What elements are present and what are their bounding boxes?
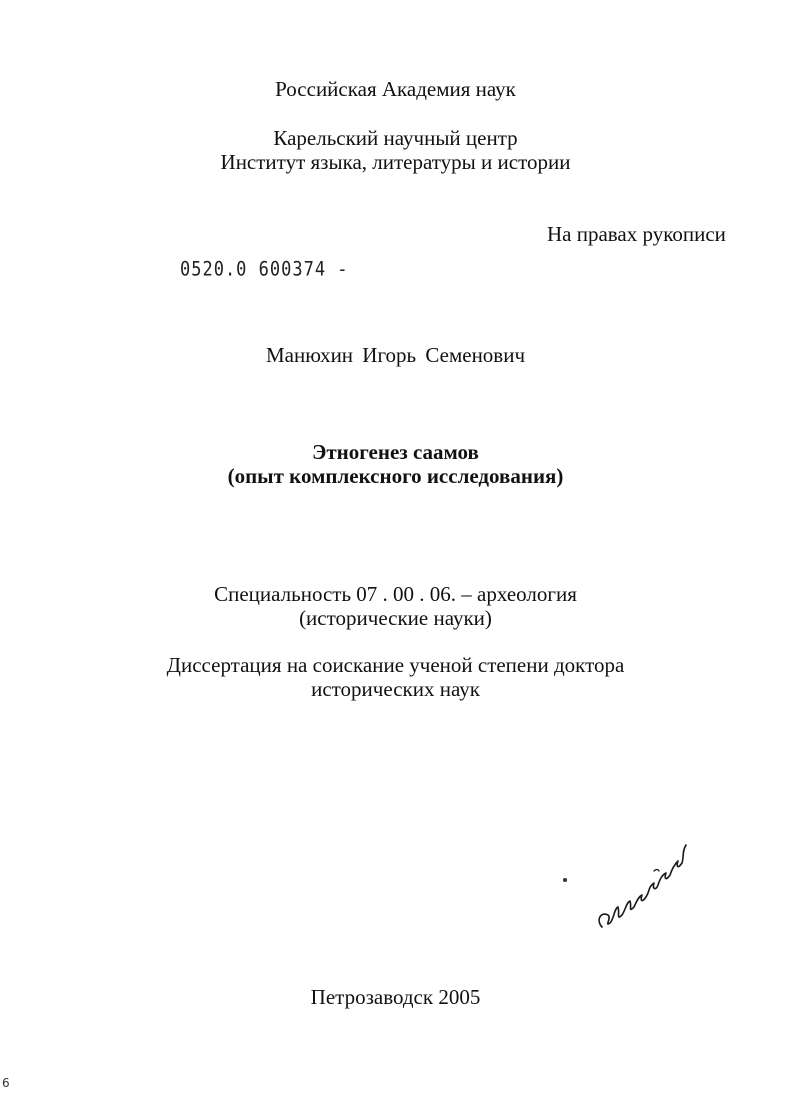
place-and-year: Петрозаводск 2005 <box>310 985 481 1009</box>
dissertation-subtitle: (опыт комплексного исследования) <box>227 464 564 488</box>
manuscript-rights-note: На правах рукописи <box>547 222 726 246</box>
ink-dot <box>563 878 567 882</box>
specialty-field: (исторические науки) <box>299 606 492 630</box>
catalog-number-stamp: 0520.0 600374 - <box>180 258 349 281</box>
author-name: Манюхин Игорь Семенович <box>265 343 526 367</box>
handwritten-signature <box>592 835 687 935</box>
dissertation-title: Этногенез саамов <box>312 440 479 464</box>
institute-name: Институт языка, литературы и истории <box>220 150 571 174</box>
edge-mark: 6 <box>2 1076 10 1090</box>
degree-statement-continued: исторических наук <box>311 677 480 701</box>
specialty-code: Специальность 07 . 00 . 06. – археология <box>214 582 577 606</box>
academy-name: Российская Академия наук <box>275 77 516 101</box>
degree-statement: Диссертация на соискание ученой степени доктора <box>166 653 625 677</box>
research-center-name: Карельский научный центр <box>273 126 518 150</box>
